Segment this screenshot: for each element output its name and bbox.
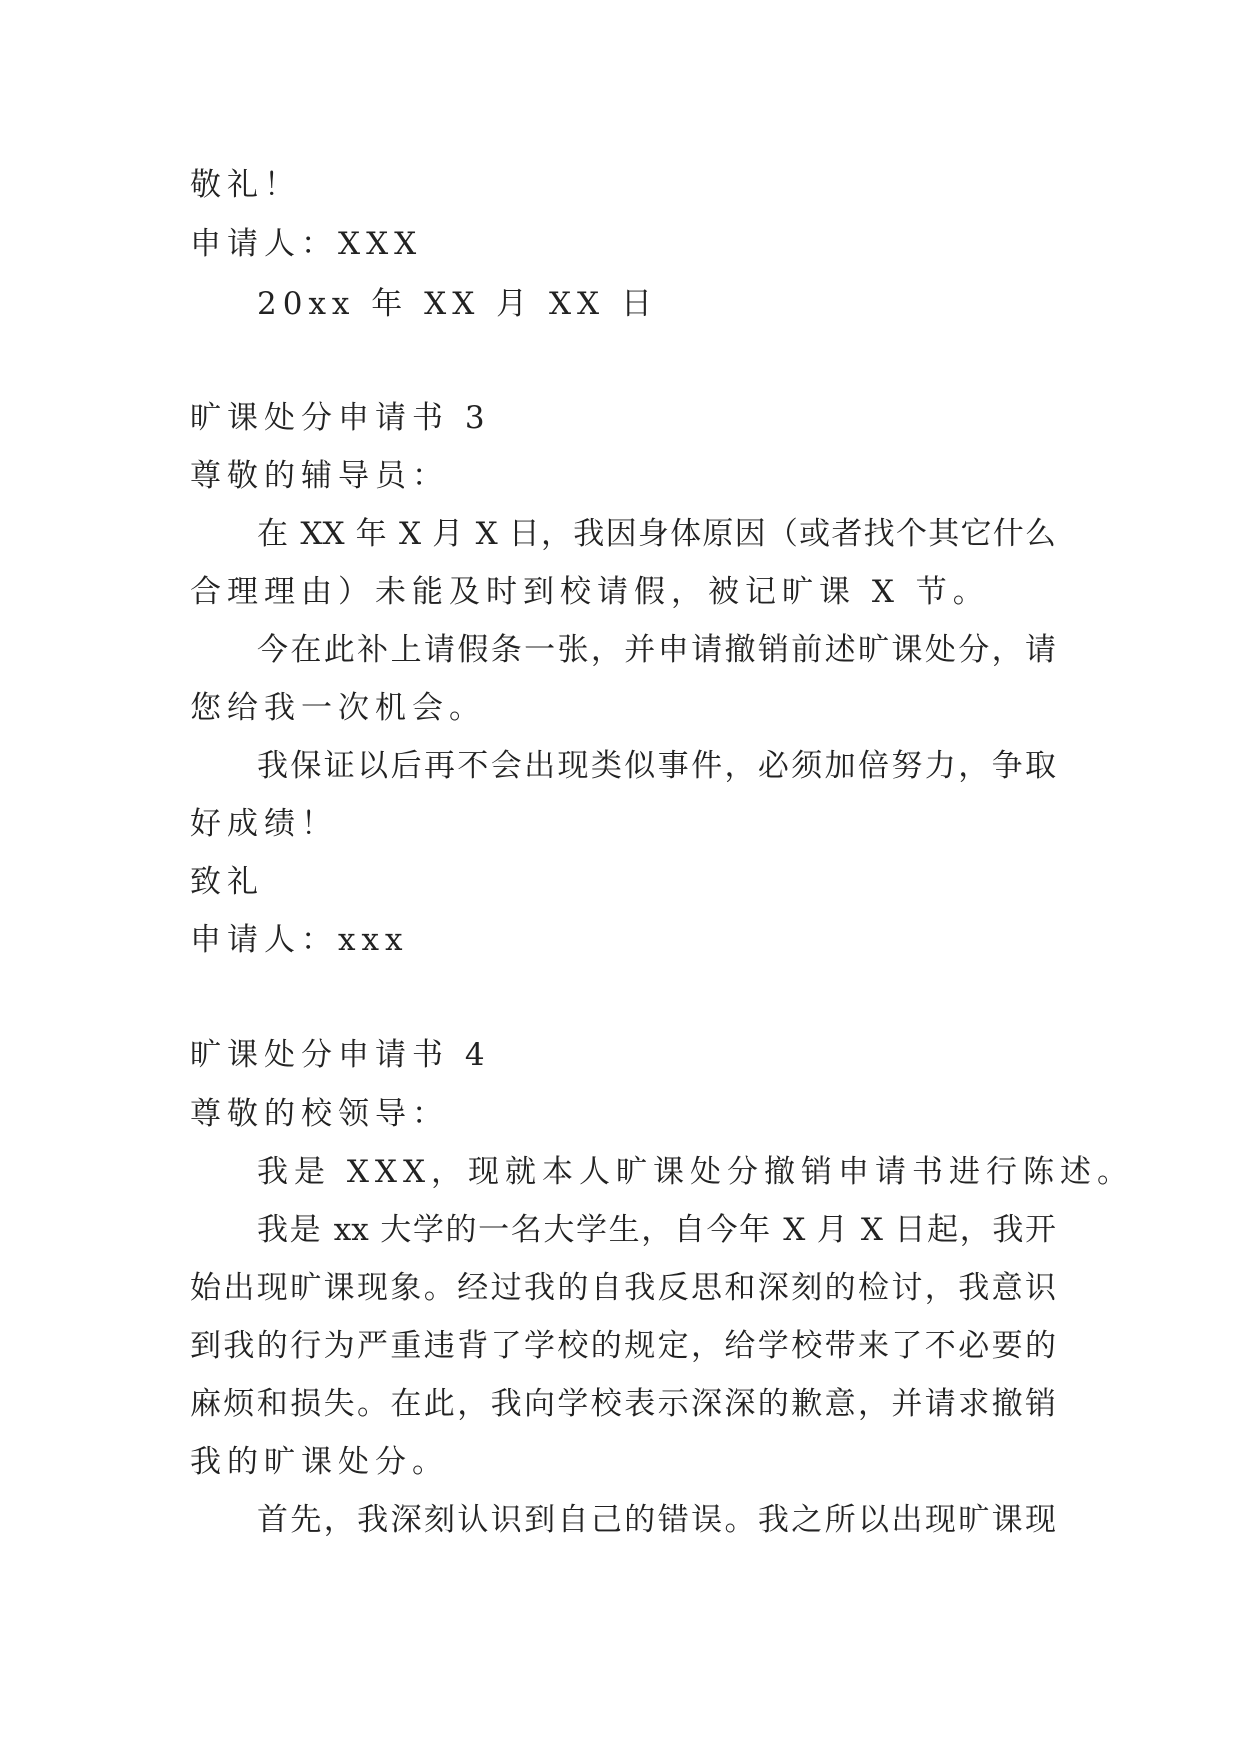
paragraph-line: 好成绩！ xyxy=(190,806,338,842)
paragraph-line: 合理理由）未能及时到校请假，被记旷课 X 节。 xyxy=(190,574,990,610)
paragraph-line: 麻烦和损失。在此，我向学校表示深深的歉意，并请求撤销 xyxy=(190,1386,1056,1422)
section-title-3: 旷课处分申请书 3 xyxy=(190,400,491,436)
paragraph-line: 我保证以后再不会出现类似事件，必须加倍努力，争取 xyxy=(257,748,1056,784)
paragraph-line: 我的旷课处分。 xyxy=(190,1444,449,1480)
paragraph-line: 我是 XXX，现就本人旷课处分撤销申请书进行陈述。 xyxy=(257,1154,1135,1190)
date-line: 20xx 年 XX 月 XX 日 xyxy=(257,286,658,322)
paragraph-line: 到我的行为严重违背了学校的规定，给学校带来了不必要的 xyxy=(190,1328,1056,1364)
paragraph-line: 您给我一次机会。 xyxy=(190,690,486,726)
closing-salutation: 敬礼！ xyxy=(190,167,301,203)
paragraph-line: 在 XX 年 X 月 X 日，我因身体原因（或者找个其它什么 xyxy=(257,516,1056,552)
salutation-line: 尊敬的校领导： xyxy=(190,1096,449,1132)
applicant-line: 申请人：XXX xyxy=(190,226,423,262)
paragraph-line: 首先，我深刻认识到自己的错误。我之所以出现旷课现 xyxy=(257,1502,1056,1538)
closing-salutation: 致礼 xyxy=(190,864,264,900)
salutation-line: 尊敬的辅导员： xyxy=(190,458,449,494)
applicant-line: 申请人：xxx xyxy=(190,922,409,958)
section-title-4: 旷课处分申请书 4 xyxy=(190,1037,491,1073)
paragraph-line: 我是 xx 大学的一名大学生，自今年 X 月 X 日起，我开 xyxy=(257,1212,1056,1248)
paragraph-line: 今在此补上请假条一张，并申请撤销前述旷课处分，请 xyxy=(257,632,1056,668)
paragraph-line: 始出现旷课现象。经过我的自我反思和深刻的检讨，我意识 xyxy=(190,1270,1056,1306)
